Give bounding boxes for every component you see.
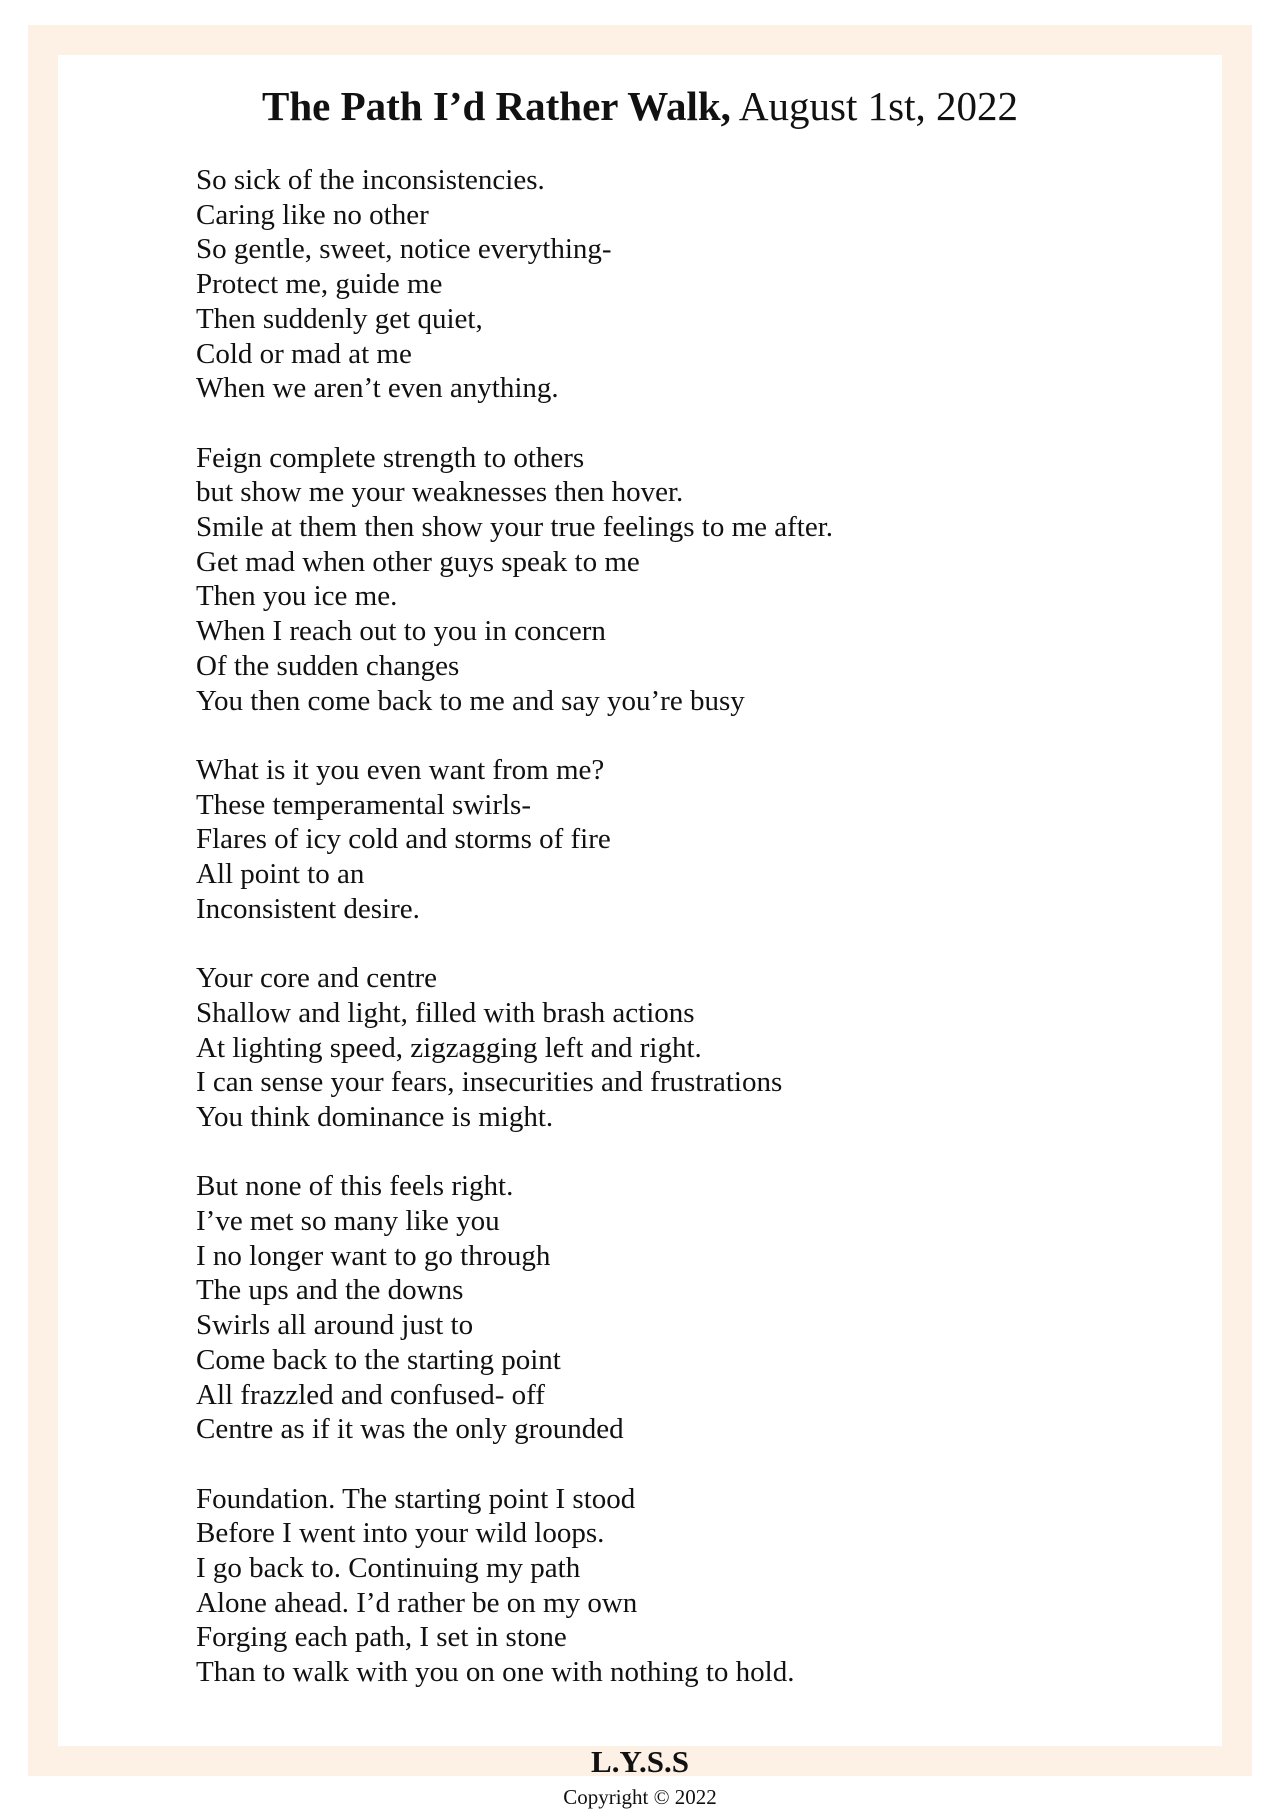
poem-line: Protect me, guide me xyxy=(196,268,443,301)
poem-line: All point to an xyxy=(196,858,365,891)
poem-line: But none of this feels right. xyxy=(196,1170,514,1203)
poem-line: Foundation. The starting point I stood xyxy=(196,1482,636,1515)
poem-stanza xyxy=(196,961,1096,1135)
poem-line: Caring like no other xyxy=(196,198,429,231)
poem-line: Forging each path, I set in stone xyxy=(196,1621,567,1654)
poem-date: August 1st, 2022 xyxy=(738,83,1018,129)
poem-line: Than to walk with you on one with nothing to hold. xyxy=(196,1656,795,1689)
poem-line: Before I went into your wild loops. xyxy=(196,1517,605,1550)
poem-line: I can sense your fears, insecurities and frustrations xyxy=(196,1066,783,1099)
poem-line: What is it you even want from me? xyxy=(196,753,605,786)
poem-line: I no longer want to go through xyxy=(196,1239,551,1272)
poem-stanza xyxy=(196,441,1096,719)
poem-line: Of the sudden changes xyxy=(196,649,460,682)
poem-line: You think dominance is might. xyxy=(196,1100,554,1133)
poem-stanza xyxy=(196,1169,1096,1447)
poem-line: Smile at them then show your true feelings to me after. xyxy=(196,511,834,544)
poem-title-name: The Path I’d Rather Walk, xyxy=(262,83,731,129)
poem-line: I’ve met so many like you xyxy=(196,1205,500,1238)
poem-line: So sick of the inconsistencies. xyxy=(196,164,545,196)
poem-line: The ups and the downs xyxy=(196,1274,464,1307)
poem-line: Come back to the starting point xyxy=(196,1343,561,1376)
poem-line: I go back to. Continuing my path xyxy=(196,1552,581,1585)
poem-line: Flares of icy cold and storms of fire xyxy=(196,823,611,856)
poem-line: Then you ice me. xyxy=(196,580,398,613)
poem-line: Alone ahead. I’d rather be on my own xyxy=(196,1586,638,1619)
poem-line: Shallow and light, filled with brash actions xyxy=(196,996,695,1029)
poem-stanza xyxy=(196,1482,1096,1690)
poem-line: At lighting speed, zigzagging left and right. xyxy=(196,1031,702,1064)
author-signature: L.Y.S.S xyxy=(591,1744,689,1779)
poem-body xyxy=(196,163,1096,1690)
poem-line: All frazzled and confused- off xyxy=(196,1378,545,1411)
poem-line: Your core and centre xyxy=(196,962,438,995)
poem-line: but show me your weaknesses then hover. xyxy=(196,476,684,509)
poem-line: Feign complete strength to others xyxy=(196,441,585,474)
poem-title xyxy=(0,80,1280,132)
poem-line: When I reach out to you in concern xyxy=(196,615,606,648)
poem-line: These temperamental swirls- xyxy=(196,788,531,821)
poem-stanza xyxy=(196,753,1096,927)
poem-line: When we aren’t even anything. xyxy=(196,372,559,405)
poem-stanza xyxy=(196,163,1096,406)
poem-line: Get mad when other guys speak to me xyxy=(196,545,640,578)
poem-line: You then come back to me and say you’re busy xyxy=(196,684,745,717)
poem-line: Swirls all around just to xyxy=(196,1309,474,1342)
poem-line: Centre as if it was the only grounded xyxy=(196,1413,624,1446)
copyright-notice: Copyright © 2022 xyxy=(563,1785,717,1809)
poem-line: Inconsistent desire. xyxy=(196,892,420,925)
poem-line: So gentle, sweet, notice everything- xyxy=(196,233,612,266)
poem-line: Cold or mad at me xyxy=(196,337,412,370)
poem-line: Then suddenly get quiet, xyxy=(196,302,483,335)
